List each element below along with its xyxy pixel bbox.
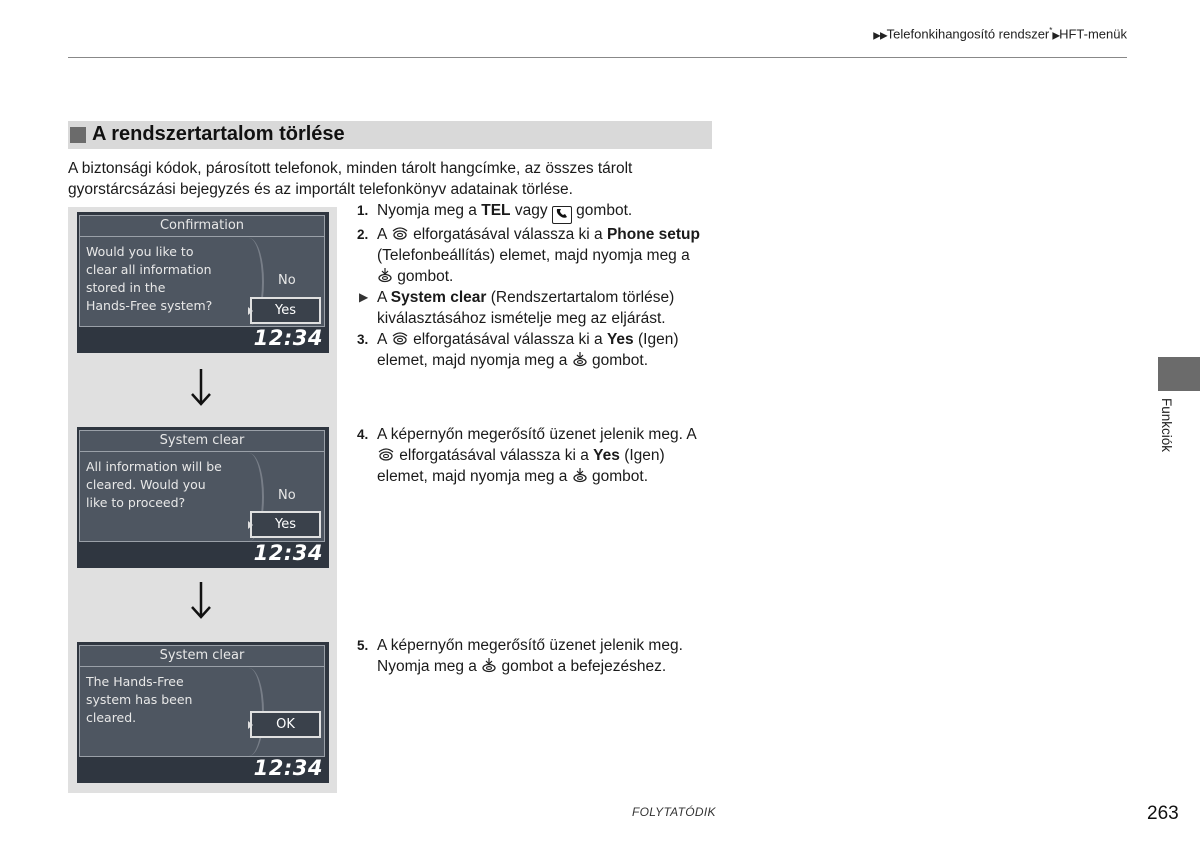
step-text: gombot.: [393, 268, 454, 285]
step-1: [357, 200, 717, 224]
down-arrow-icon: [186, 367, 216, 407]
breadcrumb-section: Telefonkihangosító rendszer: [886, 26, 1050, 42]
message-line: stored in the: [86, 280, 166, 295]
message-line: system has been: [86, 692, 193, 707]
step-text: elforgatásával válassza ki a: [408, 331, 607, 348]
step-2-note: [357, 287, 717, 329]
step-number: 2.: [357, 227, 369, 242]
yes-label: Yes: [593, 447, 620, 464]
selector-knob-icon: [391, 226, 409, 241]
section-heading-bar: [68, 121, 712, 149]
steps-group-3: [357, 635, 717, 677]
step-text: A: [377, 226, 391, 243]
chapter-label: [1156, 398, 1176, 464]
step-text: elforgatásával válassza ki a: [408, 226, 607, 243]
message-line: cleared. Would you: [86, 477, 206, 492]
step-text: gombot.: [587, 468, 649, 485]
clock: 12:34: [253, 541, 323, 565]
option-yes-selected[interactable]: Yes: [250, 297, 321, 324]
screenshots-column: [68, 207, 337, 793]
push-knob-icon: [572, 351, 588, 367]
step-number: 4.: [357, 427, 369, 442]
push-knob-icon: [572, 467, 588, 483]
phone-setup-label: Phone setup: [606, 226, 700, 243]
dialog-title: System clear: [80, 431, 324, 452]
display-screen-confirmation: [77, 212, 329, 353]
message-line: All information will be: [86, 459, 222, 474]
step-text: Nyomja meg a: [377, 202, 482, 219]
tel-button-label: TEL: [481, 202, 511, 219]
section-marker-icon: [70, 127, 86, 143]
message-line: cleared.: [86, 710, 137, 725]
message-line: like to proceed?: [86, 495, 186, 510]
page-number: 263: [1147, 803, 1179, 824]
dialog-panel: [79, 430, 325, 542]
step-text: gombot.: [571, 202, 633, 219]
message-line: Hands-Free system?: [86, 298, 213, 313]
breadcrumb-asterisk: *: [1049, 26, 1053, 35]
dialog-panel: [79, 215, 325, 327]
dialog-message: [86, 673, 246, 727]
breadcrumb-arrow-icon: ▶: [1052, 30, 1060, 42]
selector-knob-icon: [377, 447, 395, 462]
chapter-label-text: Funkciók: [1159, 398, 1174, 453]
message-line: The Hands-Free: [86, 674, 184, 689]
chapter-tab: [1158, 357, 1200, 391]
continued-label: FOLYTATÓDIK: [632, 805, 716, 819]
step-text: elforgatásával válassza ki a: [395, 447, 594, 464]
step-4: [357, 424, 717, 487]
option-yes-selected[interactable]: Yes: [250, 511, 321, 538]
step-number: 5.: [357, 638, 369, 653]
breadcrumb-page: HFT-menük: [1059, 26, 1127, 42]
push-knob-icon: [377, 267, 393, 283]
step-text: A képernyőn megerősítő üzenet jelenik meg. Nyomja meg a: [377, 637, 683, 675]
step-text: A: [377, 331, 391, 348]
dialog-message: [86, 458, 256, 512]
step-text: A képernyőn megerősítő üzenet jelenik meg. A: [377, 426, 697, 443]
step-3: [357, 329, 717, 371]
step-text: (Igen) elemet, majd nyomja meg a: [377, 331, 679, 369]
dialog-message: [86, 243, 246, 315]
clock: 12:34: [253, 756, 323, 780]
step-text: gombot.: [587, 352, 649, 369]
dialog-panel: [79, 645, 325, 757]
section-title: A rendszertartalom törlése: [92, 123, 345, 145]
steps-group-2: [357, 424, 717, 487]
note-arrow-icon: ▶: [359, 290, 369, 304]
header-divider: [68, 57, 1127, 58]
push-knob-icon: [481, 657, 497, 673]
option-no[interactable]: No: [278, 273, 296, 288]
step-number: 3.: [357, 332, 369, 347]
step-text: vagy: [510, 202, 552, 219]
display-screen-cleared: [77, 642, 329, 783]
display-screen-system-clear: [77, 427, 329, 568]
step-5: [357, 635, 717, 677]
down-arrow-icon: [186, 580, 216, 620]
section-intro: A biztonsági kódok, párosított telefonok, minden tárolt hangcímke, az összes tárolt gyorstárcsázási bejegyzés és az importált telefonkönyv adatainak törlése.: [68, 160, 633, 198]
dialog-title: Confirmation: [80, 216, 324, 237]
step-text: A: [377, 289, 391, 306]
step-text: (Rendszertartalom törlése) kiválasztásához ismételje meg az eljárást.: [377, 289, 675, 327]
step-number: 1.: [357, 203, 369, 218]
step-text: gombot a befejezéshez.: [497, 658, 667, 675]
option-ok-selected[interactable]: OK: [250, 711, 321, 738]
step-text: (Igen) elemet, majd nyomja meg a: [377, 447, 665, 485]
selector-knob-icon: [391, 331, 409, 346]
system-clear-label: System clear: [390, 289, 487, 306]
yes-label: Yes: [606, 331, 634, 348]
message-line: clear all information: [86, 262, 212, 277]
breadcrumb: [873, 26, 1127, 41]
clock: 12:34: [253, 326, 323, 350]
phone-icon: [552, 206, 572, 224]
step-2: [357, 224, 717, 287]
dialog-title: System clear: [80, 646, 324, 667]
steps-group-1: [357, 200, 717, 371]
option-no[interactable]: No: [278, 488, 296, 503]
message-line: Would you like to: [86, 244, 194, 259]
breadcrumb-arrow-icon: ▶▶: [873, 30, 887, 42]
step-text: (Telefonbeállítás) elemet, majd nyomja meg a: [377, 247, 690, 264]
